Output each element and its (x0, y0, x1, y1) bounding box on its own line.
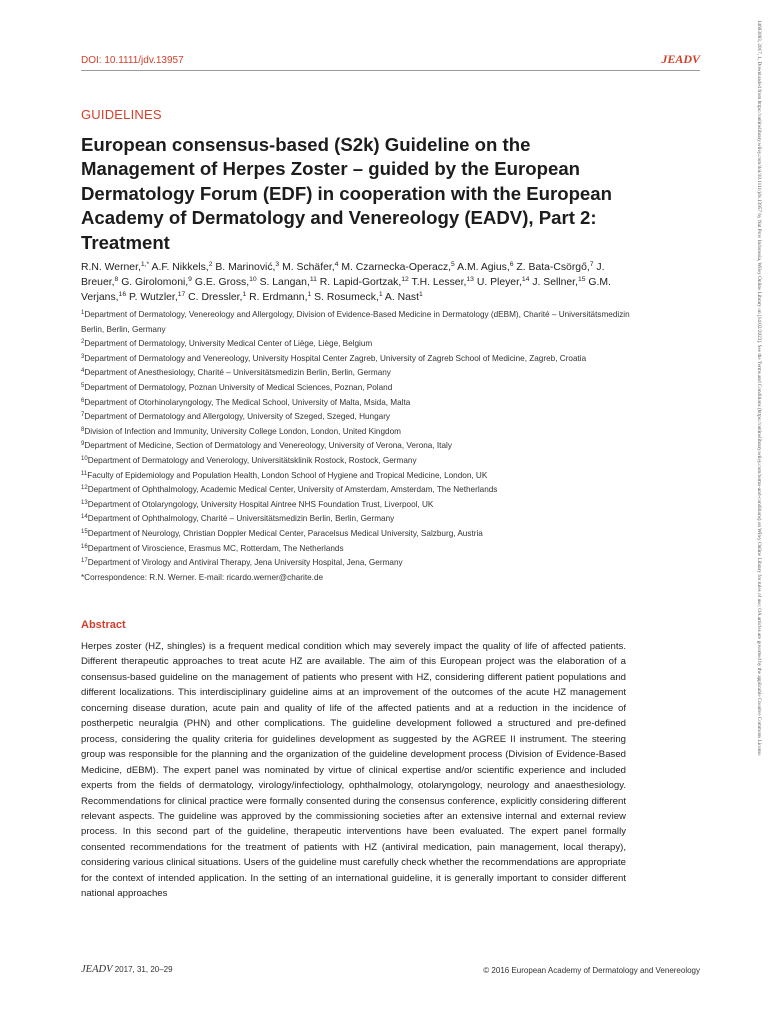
affiliation-number: 5 (81, 382, 85, 389)
author (320, 277, 409, 288)
author-affiliation-marker: 7 (589, 261, 594, 268)
affiliation (81, 556, 641, 571)
affiliation-number: 2 (81, 339, 85, 346)
author-name: A. Nast (384, 292, 419, 303)
footer-copyright: © 2016 European Academy of Dermatology and Venereology (483, 966, 700, 975)
footer-volume: 2017, 31, 20–29 (114, 965, 173, 974)
article-title: European consensus-based (S2k) Guideline on the Management of Herpes Zoster – guided by the European Dermatology Forum (EDF) in cooperation with the European Academy of Dermatology and Venereology (EADV), Part 2: Treatment (81, 134, 612, 253)
author-affiliation-marker: 1,* (140, 261, 150, 268)
author-name: R. Lapid-Gortzak, (319, 277, 402, 288)
footer-journal: JEADV (81, 964, 113, 975)
author (282, 262, 338, 273)
affiliation-text: Department of Otorhinolaryngology, The Medical School, University of Malta, Msida, Malta (84, 397, 411, 407)
author-affiliation-marker: 1 (307, 291, 312, 298)
affiliation-number: 10 (81, 455, 88, 462)
affiliation-number: 1 (81, 310, 85, 316)
author-name: A.F. Nikkels, (151, 262, 209, 273)
author-affiliation-marker: 9 (188, 276, 192, 283)
download-notice: 14683083, 2017, 1, Downloaded from https://onlinelibrary.wiley.com/doi/10.1111/jdv.13957 by Nat Prov Indonesia, Wiley Online Library on [14/02/2023]. See the Terms and Conditions (https://onlinelibrary.wiley.com/terms-and-conditions) on Wiley Online Library for rules of use; OA articles are governed by the applicable Creative Commons License (756, 20, 762, 756)
abstract-body: Herpes zoster (HZ, shingles) is a frequent medical condition which may severely impact the quality of life of affected patients. Different therapeutic approaches to treat acute HZ are available. The aim of this European project was the elaboration of a consensus-based guideline on the management of patients who present with HZ, considering different patient populations and different localizations. This interdisciplinary guideline aims at an improvement of the outcomes of the acute HZ management concerning disease duration, acute pain and quality of life of the affected patients and at a reduction in the incidence of postherpetic neuralgia (PHN) and other complications. The guideline development followed a structured and pre-defined process, considering the quality criteria for guidelines development as suggested by the AGREE II instrument. The steering group was responsible for the planning and the organization of the guideline development process (Division of Evidence-Based Medicine, dEBM). The expert panel was nominated by virtue of clinical expertise and/or scientific experience and included experts from the fields of dermatology, virology/infectiology, ophthalmology, otolaryngology, neurology and anaesthesiology. Recommendations for clinical practice were formally consented during the consensus conference, explicitly considering different relevant aspects. The guideline was approved by the commissioning societies after an extensive internal and external review process. In this second part of the guideline, therapeutic interventions have been evaluated. The expert panel formally consented recommendations for the treatment of patients with HZ (antiviral medication, pain management, local therapy), considering various clinical situations. Users of the guideline must carefully check whether the recommendations are appropriate for the context of intended application. In the setting of an international guideline, it is generally important to consider different national approaches (81, 641, 626, 900)
author (385, 292, 423, 303)
author (215, 262, 279, 273)
affiliation (81, 527, 641, 542)
affiliation-number: 16 (81, 543, 88, 550)
affiliation-number: 8 (81, 426, 85, 433)
affiliation (81, 439, 641, 454)
author-name: G.M. Verjans, (81, 277, 611, 303)
affiliation-number: 17 (81, 558, 88, 565)
author-affiliation-marker: 8 (114, 276, 119, 283)
author-name: G. Girolomoni, (121, 277, 189, 288)
author-name: S. Rosumeck, (314, 292, 379, 303)
journal-logo: JEADV (661, 52, 700, 66)
author-affiliation-marker: 15 (577, 276, 586, 283)
author-name: A.M. Agius, (457, 262, 510, 273)
author-affiliation-marker: 3 (275, 261, 280, 268)
affiliation-text: Department of Dermatology and Venerology, Universitätsklinik Rostock, Rostock, Germany (87, 455, 417, 465)
affiliation-number: 6 (81, 397, 85, 404)
affiliation-number: 15 (81, 528, 88, 535)
affiliation (81, 352, 641, 367)
author-name: R.N. Werner, (81, 262, 141, 273)
affiliation-text: Division of Infection and Immunity, University College London, London, United Kingdom (84, 426, 401, 436)
author-name: M. Schäfer, (282, 262, 335, 273)
author-name: Z. Bata-Csörgő, (516, 262, 590, 273)
author-affiliation-marker: 10 (249, 276, 257, 283)
author (260, 277, 317, 288)
author-affiliation-marker: 2 (208, 261, 213, 268)
affiliation-number: 4 (81, 368, 85, 375)
author (188, 292, 246, 303)
affiliation-text: Department of Dermatology, Poznan University of Medical Sciences, Poznan, Poland (84, 382, 393, 392)
affiliation (81, 454, 641, 469)
affiliation (81, 425, 641, 440)
author (152, 262, 213, 273)
correspondence: *Correspondence: R.N. Werner. E-mail: ricardo.werner@charite.de (81, 572, 324, 582)
footer-citation (81, 964, 173, 975)
affiliation (81, 410, 641, 425)
affiliation (81, 396, 641, 411)
author-affiliation-marker: 4 (334, 261, 339, 268)
author (121, 277, 192, 288)
section-label: GUIDELINES (81, 107, 162, 122)
affiliation-text: Department of Dermatology, University Medical Center of Liège, Liège, Belgium (84, 339, 373, 349)
affiliation-number: 11 (81, 470, 88, 477)
affiliation-text: Department of Viroscience, Erasmus MC, Rotterdam, The Netherlands (87, 543, 344, 553)
author (249, 292, 311, 303)
author-affiliation-marker: 14 (521, 276, 530, 283)
affiliation (81, 381, 641, 396)
author (195, 277, 257, 288)
author (457, 262, 513, 273)
affiliation (81, 483, 641, 498)
affiliation-text: Department of Virology and Antiviral Therapy, Jena University Hospital, Jena, Germany (87, 558, 403, 568)
affiliation (81, 512, 641, 527)
affiliation-number: 3 (81, 353, 85, 360)
affiliation (81, 337, 641, 352)
affiliation-number: 9 (81, 441, 85, 448)
affiliation-list (81, 308, 641, 585)
affiliation-number: 14 (81, 514, 88, 521)
affiliation (81, 542, 641, 557)
author (516, 262, 593, 273)
author (477, 277, 530, 288)
affiliation-text: Department of Ophthalmology, Academic Medical Center, University of Amsterdam, Amsterdam, The Netherlands (87, 485, 498, 495)
author-name: B. Marinović, (215, 262, 276, 273)
affiliation-text: Faculty of Epidemiology and Population Health, London School of Hygiene and Tropical Medicine, London, UK (87, 470, 488, 480)
author-affiliation-marker: 11 (309, 276, 317, 283)
author-affiliation-marker: 12 (401, 276, 409, 283)
author-affiliation-marker: 1 (242, 291, 247, 298)
doi[interactable]: DOI: 10.1111/jdv.13957 (81, 55, 184, 66)
author-name: M. Czarnecka-Operacz, (341, 262, 452, 273)
author-name: U. Pleyer, (476, 277, 522, 288)
affiliation-text: Department of Dermatology, Venereology and Allergology, Division of Evidence-Based Medicine in Dermatology (dEBM), Charité – Universitätsmedizin Berlin, Berlin, Germany (81, 310, 630, 334)
affiliation (81, 498, 641, 513)
affiliation (81, 366, 641, 381)
author (341, 262, 455, 273)
author-affiliation-marker: 1 (378, 291, 383, 298)
affiliation-text: Department of Medicine, Section of Dermatology and Venereology, University of Verona, Verona, Italy (84, 441, 452, 451)
author (81, 262, 149, 273)
author-affiliation-marker: 16 (118, 291, 127, 298)
affiliation-text: Department of Neurology, Christian Doppler Medical Center, Paracelsus Medical University, Salzburg, Austria (87, 528, 483, 538)
author-list (81, 260, 641, 305)
affiliation (81, 308, 641, 337)
affiliation (81, 469, 641, 484)
affiliation-number: 12 (81, 485, 88, 492)
author (314, 292, 382, 303)
author-affiliation-marker: 6 (509, 261, 514, 268)
affiliation-number: 7 (81, 412, 85, 419)
author-affiliation-marker: 13 (466, 276, 474, 283)
author-affiliation-marker: 5 (451, 261, 455, 268)
author-name: G.E. Gross, (194, 277, 250, 288)
author-affiliation-marker: 1 (419, 291, 423, 298)
affiliation-text: Department of Dermatology and Allergology, University of Szeged, Szeged, Hungary (84, 412, 391, 422)
author-name: J. Sellner, (532, 277, 578, 288)
author (532, 277, 585, 288)
author (412, 277, 474, 288)
author-name: P. Wutzler, (129, 292, 178, 303)
abstract-heading: Abstract (81, 619, 126, 631)
author-name: R. Erdmann, (249, 292, 308, 303)
author-name: T.H. Lesser, (411, 277, 467, 288)
header-rule (81, 70, 700, 71)
affiliation-number: 13 (81, 499, 88, 506)
author-name: S. Langan, (259, 277, 310, 288)
author-name: C. Dressler, (188, 292, 243, 303)
author (129, 292, 185, 303)
affiliation-text: Department of Dermatology and Venereology, University Hospital Center Zagreb, University of Zagreb School of Medicine, Zagreb, Croatia (84, 353, 587, 363)
affiliation-text: Department of Ophthalmology, Charité – Universitätsmedizin Berlin, Berlin, Germany (87, 514, 395, 524)
author-name: J. Breuer, (81, 262, 605, 288)
affiliation-text: Department of Otolaryngology, University Hospital Aintree NHS Foundation Trust, Liverpool, UK (87, 499, 434, 509)
author-affiliation-marker: 17 (177, 291, 186, 298)
affiliation-text: Department of Anesthesiology, Charité – Universitätsmedizin Berlin, Berlin, Germany (84, 368, 391, 378)
